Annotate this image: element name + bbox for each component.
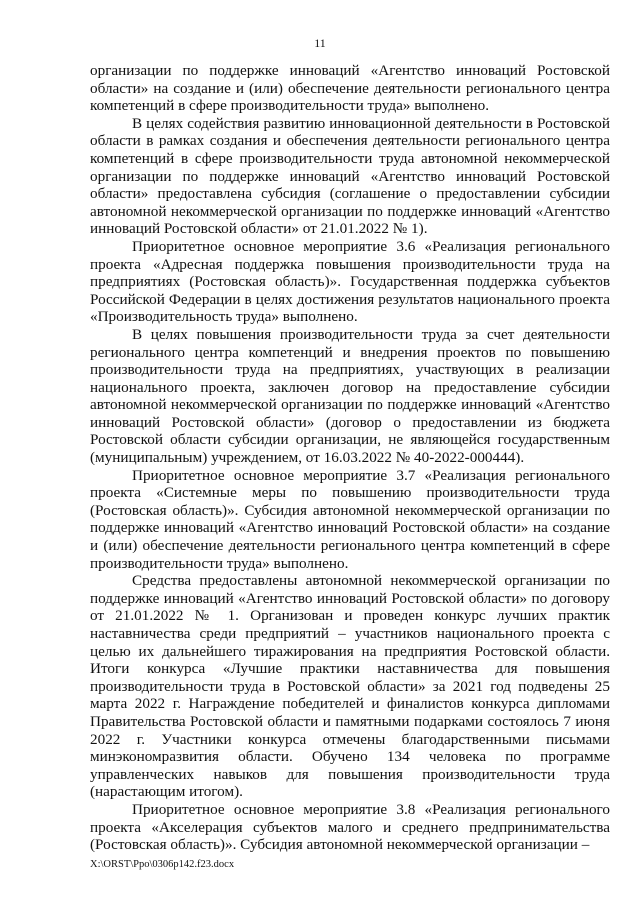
paragraph-measure-3-6: Приоритетное основное мероприятие 3.6 «Реализация регионального проекта «Адресная поддержка повышения производительности труда на предприятиях (Ростовская область)». Государственная поддержка субъектов Российской Федерации в целях достижения результатов национального проекта «Производительность труда» выполнено. (90, 237, 610, 326)
page-number: 11 (314, 36, 326, 50)
footer-file-path: X:\ORST\Ppo\0306p142.f23.docx (90, 859, 235, 870)
paragraph-mentoring-contest: Средства предоставлены автономной некоммерческой организации по поддержке инноваций «Агентство инноваций Ростовской области» по договору от 21.01.2022 № 1. Организован и проведен конкурс лучших практик наставничества среди предприятий – участников национального проекта с целью их дальнейшего тиражирования на предприятия Ростовской области. Итоги конкурса «Лучшие практики наставничества для повышения производительности труда в Ростовской области» за 2021 год подведены 25 марта 2022 г. Награждение победителей и финалистов конкурса дипломами Правительства Ростовской области и памятными подарками состоялось 7 июня 2022 г. Участники конкурса отмечены благодарственными письмами минэкономразвития области. Обучено 134 человека по программе управленческих навыков для повышения производительности труда (нарастающим итогом). (90, 572, 610, 801)
paragraph-measure-3-7: Приоритетное основное мероприятие 3.7 «Реализация регионального проекта «Системные меры по повышению производительности труда (Ростовская область)». Субсидия автономной некоммерческой организации по поддержке инноваций «Агентство инноваций Ростовской области» на создание и (или) обеспечение деятельности регионального центра компетенций в сфере производительности труда» выполнено. (90, 466, 610, 572)
document-body (90, 62, 610, 854)
paragraph-measure-3-8: Приоритетное основное мероприятие 3.8 «Реализация регионального проекта «Акселерация субъектов малого и среднего предпринимательства (Ростовская область)». Субсидия автономной некоммерческой организации – (90, 800, 610, 854)
paragraph-subsidy-agency: В целях содействия развитию инновационной деятельности в Ростовской области в рамках создания и обеспечения деятельности регионального центра компетенций в сфере производительности труда автономной некоммерческой организации по поддержке инноваций «Агентство инноваций Ростовской области» предоставлена субсидия (соглашение о предоставлении субсидии автономной некоммерческой организации по поддержке инноваций «Агентство инноваций Ростовской области» от 21.01.2022 № 1). (90, 114, 610, 238)
paragraph-continuation: организации по поддержке инноваций «Агентство инноваций Ростовской области» на создание и (или) обеспечение деятельности регионального центра компетенций в сфере производительности труда» выполнено. (90, 62, 610, 115)
paragraph-productivity-contract: В целях повышения производительности труда за счет деятельности регионального центра компетенций и внедрения проектов по повышению производительности труда на предприятиях, участвующих в реализации национального проекта, заключен договор на предоставление субсидии автономной некоммерческой организации по поддержке инноваций «Агентство инноваций Ростовской области» (договор о предоставлении из бюджета Ростовской области субсидии организации, не являющейся государственным (муниципальным) учреждением, от 16.03.2022 № 40-2022-000444). (90, 325, 610, 467)
